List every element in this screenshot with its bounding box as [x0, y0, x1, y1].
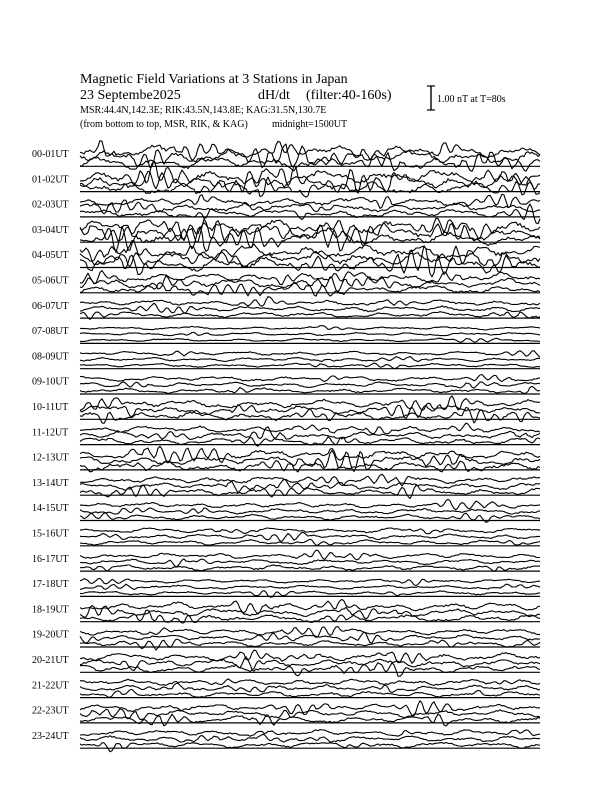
trace-rik	[80, 584, 540, 589]
row-label: 06-07UT	[32, 300, 69, 312]
trace-rik	[80, 451, 540, 472]
trace-rik	[80, 382, 540, 388]
trace-rik	[80, 508, 540, 514]
row-label: 15-16UT	[32, 528, 69, 540]
trace-kag	[80, 423, 540, 434]
trace-kag	[80, 141, 540, 161]
row-label: 11-12UT	[32, 427, 69, 439]
row-label: 00-01UT	[32, 149, 69, 160]
trace-kag	[80, 550, 540, 559]
midnight-label: midnight=1500UT	[272, 119, 348, 130]
trace-msr	[80, 485, 540, 498]
trace-rik	[80, 683, 540, 692]
chart-title: Magnetic Field Variations at 3 Stations in Japan	[80, 72, 348, 87]
date-label: 23 Septembe2025	[80, 88, 181, 103]
trace-kag	[80, 579, 540, 586]
trace-rik	[80, 303, 540, 313]
trace-kag	[80, 528, 540, 534]
trace-kag	[80, 650, 540, 663]
trace-msr	[80, 338, 540, 342]
trace-msr	[80, 714, 540, 726]
row-label: 23-24UT	[32, 730, 69, 742]
trace-msr	[80, 152, 540, 171]
row-label: 21-22UT	[32, 680, 69, 692]
trace-msr	[80, 282, 540, 296]
trace-kag	[80, 297, 540, 307]
row-label: 22-23UT	[32, 705, 69, 717]
trace-rik	[80, 332, 540, 335]
row-label: 05-06UT	[32, 275, 69, 287]
filter-label: (filter:40-160s)	[306, 88, 392, 103]
trace-msr	[80, 363, 540, 369]
row-label: 09-10UT	[32, 376, 69, 388]
trace-rik	[80, 357, 540, 362]
trace-kag	[80, 271, 540, 285]
trace-msr	[80, 539, 540, 545]
row-label: 18-19UT	[32, 604, 69, 616]
trace-kag	[80, 375, 540, 382]
trace-kag	[80, 730, 540, 737]
row-label: 13-14UT	[32, 477, 69, 489]
row-label: 12-13UT	[32, 452, 69, 464]
trace-kag	[80, 326, 540, 330]
trace-rik	[80, 709, 540, 720]
trace-msr	[80, 565, 540, 571]
order-note: (from bottom to top, MSR, RIK, & KAG)	[80, 119, 248, 130]
row-label: 07-08UT	[32, 326, 69, 338]
row-label: 16-17UT	[32, 553, 69, 565]
row-label: 20-21UT	[32, 655, 69, 666]
row-label: 10-11UT	[32, 402, 69, 413]
trace-rik	[80, 479, 540, 493]
row-label: 19-20UT	[32, 629, 69, 641]
scale-label: 1.00 nT at T=80s	[437, 94, 506, 105]
trace-rik	[80, 246, 540, 267]
trace-kag	[80, 351, 540, 358]
trace-msr	[80, 610, 540, 623]
row-label: 08-09UT	[32, 351, 69, 363]
trace-msr	[80, 204, 540, 224]
trace-msr	[80, 639, 540, 650]
stations-label: MSR:44.4N,142.3E; RIK:43.5N,143.8E; KAG:31.5N,130.7E	[80, 105, 327, 116]
row-label: 03-04UT	[32, 224, 69, 236]
trace-kag	[80, 679, 540, 686]
trace-rik	[80, 734, 540, 742]
trace-msr	[80, 177, 540, 197]
trace-msr	[80, 743, 540, 752]
trace-rik	[80, 559, 540, 567]
trace-rik	[80, 532, 540, 541]
row-label: 01-02UT	[32, 174, 69, 186]
quantity-label: dH/dt	[258, 88, 290, 103]
row-label: 17-18UT	[32, 579, 69, 591]
trace-msr	[80, 689, 540, 697]
row-label: 14-15UT	[32, 503, 69, 515]
row-label: 04-05UT	[32, 250, 69, 262]
row-label: 02-03UT	[32, 199, 69, 211]
